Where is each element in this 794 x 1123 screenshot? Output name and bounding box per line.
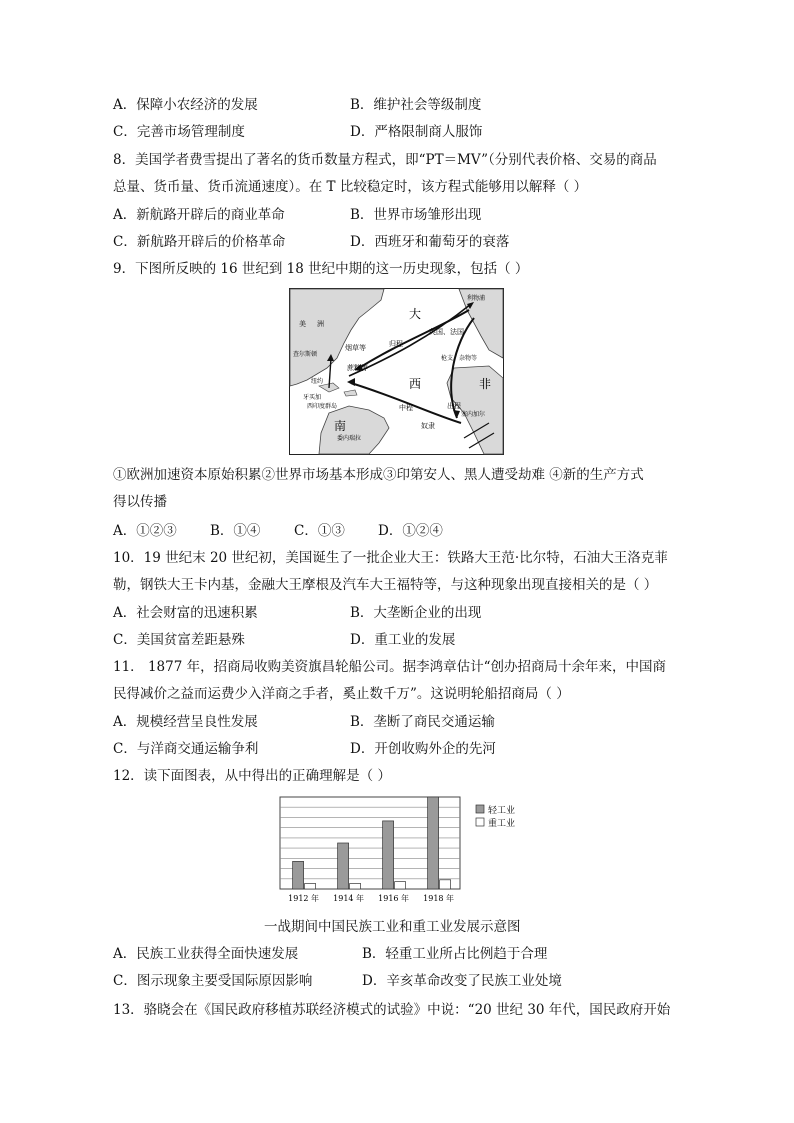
map-label-africa: 非 [479, 377, 492, 391]
map-label-newyork: 纽约 [311, 378, 324, 385]
map-label-america2: 洲 [317, 320, 324, 328]
map-label-out: 出程 [447, 402, 461, 410]
map-label-venezuela: 委内瑞拉 [337, 435, 362, 442]
x-tick-label: 1914 年 [333, 894, 365, 903]
bar-light-industry [338, 843, 349, 889]
q8-option-b: B．世界市场雏形出现 [350, 207, 482, 223]
bar-heavy-industry [350, 883, 361, 889]
q11-option-a: A．规模经营呈良性发展 [113, 714, 258, 730]
q8-option-d: D．西班牙和葡萄牙的衰落 [350, 234, 510, 250]
q11-option-c: C．与洋商交通运输争利 [113, 741, 259, 757]
q11-stem-line2: 民得减价之益而运费少入洋商之手者，奚止数千万”。这说明轮船招商局（ ） [113, 686, 570, 702]
q12-option-b: B．轻重工业所占比例趋于合理 [362, 946, 548, 962]
map-label-slave: 奴隶 [421, 422, 435, 430]
q11-stem-line1: 11． 1877 年，招商局收购美资旗昌轮船公司。据李鸿章估计“创办招商局十余年来，中国商 [113, 659, 667, 675]
q12-option-a: A．民族工业获得全面快速发展 [113, 946, 299, 962]
q10-option-b: B．大垄断企业的出现 [350, 605, 482, 621]
bar-light-industry [383, 821, 394, 889]
q12-chart-caption: 一战期间中国民族工业和重工业发展示意图 [264, 919, 521, 935]
q11-option-b: B．垄断了商民交通运输 [350, 714, 495, 730]
map-label-middle: 中程 [399, 404, 413, 412]
q9-option-b: B．①④ [210, 523, 261, 539]
map-label-senegal: 塞内加尔 [461, 411, 486, 418]
q9-stem: 9．下图所反映的 16 世纪到 18 世纪中期的这一历史现象，包括（ ） [113, 261, 529, 277]
industry-bar-chart [270, 795, 530, 905]
x-tick-label: 1916 年 [378, 894, 410, 903]
q7-option-c: C．完善市场管理制度 [113, 124, 245, 140]
map-label-liverpool: 利物浦 [467, 295, 486, 302]
map-label-charleston: 查尔斯顿 [293, 351, 318, 358]
q8-stem-line2: 总量、货币量、货币流通速度）。在 T 比较稳定时，该方程式能够用以解释（ ） [113, 179, 588, 195]
map-label-america: 美 [299, 320, 306, 328]
x-tick-label: 1912 年 [288, 894, 320, 903]
q13-stem-line1: 13．骆晓会在《国民政府移植苏联经济模式的试验》中说：“20 世纪 30 年代，国民政府开始 [113, 1002, 671, 1018]
q9-items-line2: 得以传播 [113, 494, 167, 510]
legend-swatch [476, 805, 484, 813]
triangular-trade-map [289, 288, 504, 455]
q8-stem-line1: 8．美国学者费雪提出了著名的货币数量方程式，即“PT＝MV”（分别代表价格、交易的商品 [113, 152, 657, 168]
bar-heavy-industry [305, 883, 316, 889]
q10-option-d: D．重工业的发展 [350, 632, 456, 648]
map-label-south: 南 [334, 419, 347, 433]
legend-swatch [476, 818, 484, 826]
map-label-sugar: 蔗糖等 [347, 364, 368, 372]
q9-option-a: A．①②③ [113, 523, 177, 539]
q9-items-line1: ①欧洲加速资本原始积累②世界市场基本形成③印第安人、黑人遭受劫难 ④新的生产方式 [113, 467, 644, 483]
q8-option-c: C．新航路开辟后的价格革命 [113, 234, 286, 250]
x-tick-label: 1918 年 [423, 894, 455, 903]
bar-heavy-industry [440, 880, 451, 889]
map-label-jamaica: 牙买加 [303, 394, 322, 401]
q10-stem-line2: 勒，钢铁大王卡内基，金融大王摩根及汽车大王福特等，与这种现象出现直接相关的是（ ） [113, 577, 658, 593]
map-label-west-indies: 西印度群岛 [307, 403, 338, 410]
map-label-big: 大 [409, 307, 422, 321]
q7-option-d: D．严格限制商人服饰 [350, 124, 483, 140]
q10-option-c: C．美国贫富差距悬殊 [113, 632, 245, 648]
q12-option-c: C．图示现象主要受国际原因影响 [113, 973, 313, 989]
map-label-west: 西 [409, 377, 422, 391]
q7-option-b: B．维护社会等级制度 [350, 97, 482, 113]
map-label-return: 归程 [389, 340, 403, 348]
bar-light-industry [428, 797, 439, 889]
q10-option-a: A．社会财富的迅速积累 [113, 605, 258, 621]
bar-light-industry [293, 861, 304, 889]
legend-label: 重工业 [488, 819, 516, 829]
map-label-tobacco: 烟草等 [345, 344, 366, 352]
q7-option-a: A．保障小农经济的发展 [113, 97, 258, 113]
legend-label: 轻工业 [488, 806, 516, 816]
q9-option-d: D．①②④ [378, 523, 443, 539]
map-label-england-france: 英国、法国 [429, 328, 464, 336]
q12-stem: 12．读下面图表，从中得出的正确理解是（ ） [113, 768, 391, 784]
q12-option-d: D．辛亥革命改变了民族工业处境 [362, 973, 562, 989]
map-label-guns: 枪支、杂物等 [441, 355, 478, 362]
q8-option-a: A．新航路开辟后的商业革命 [113, 207, 285, 223]
q10-stem-line1: 10．19 世纪末 20 世纪初，美国诞生了一批企业大王：铁路大王范·比尔特，石油大王洛克菲 [113, 550, 668, 566]
q9-option-c: C．①③ [294, 523, 345, 539]
bar-heavy-industry [395, 882, 406, 889]
q11-option-d: D．开创收购外企的先河 [350, 741, 496, 757]
